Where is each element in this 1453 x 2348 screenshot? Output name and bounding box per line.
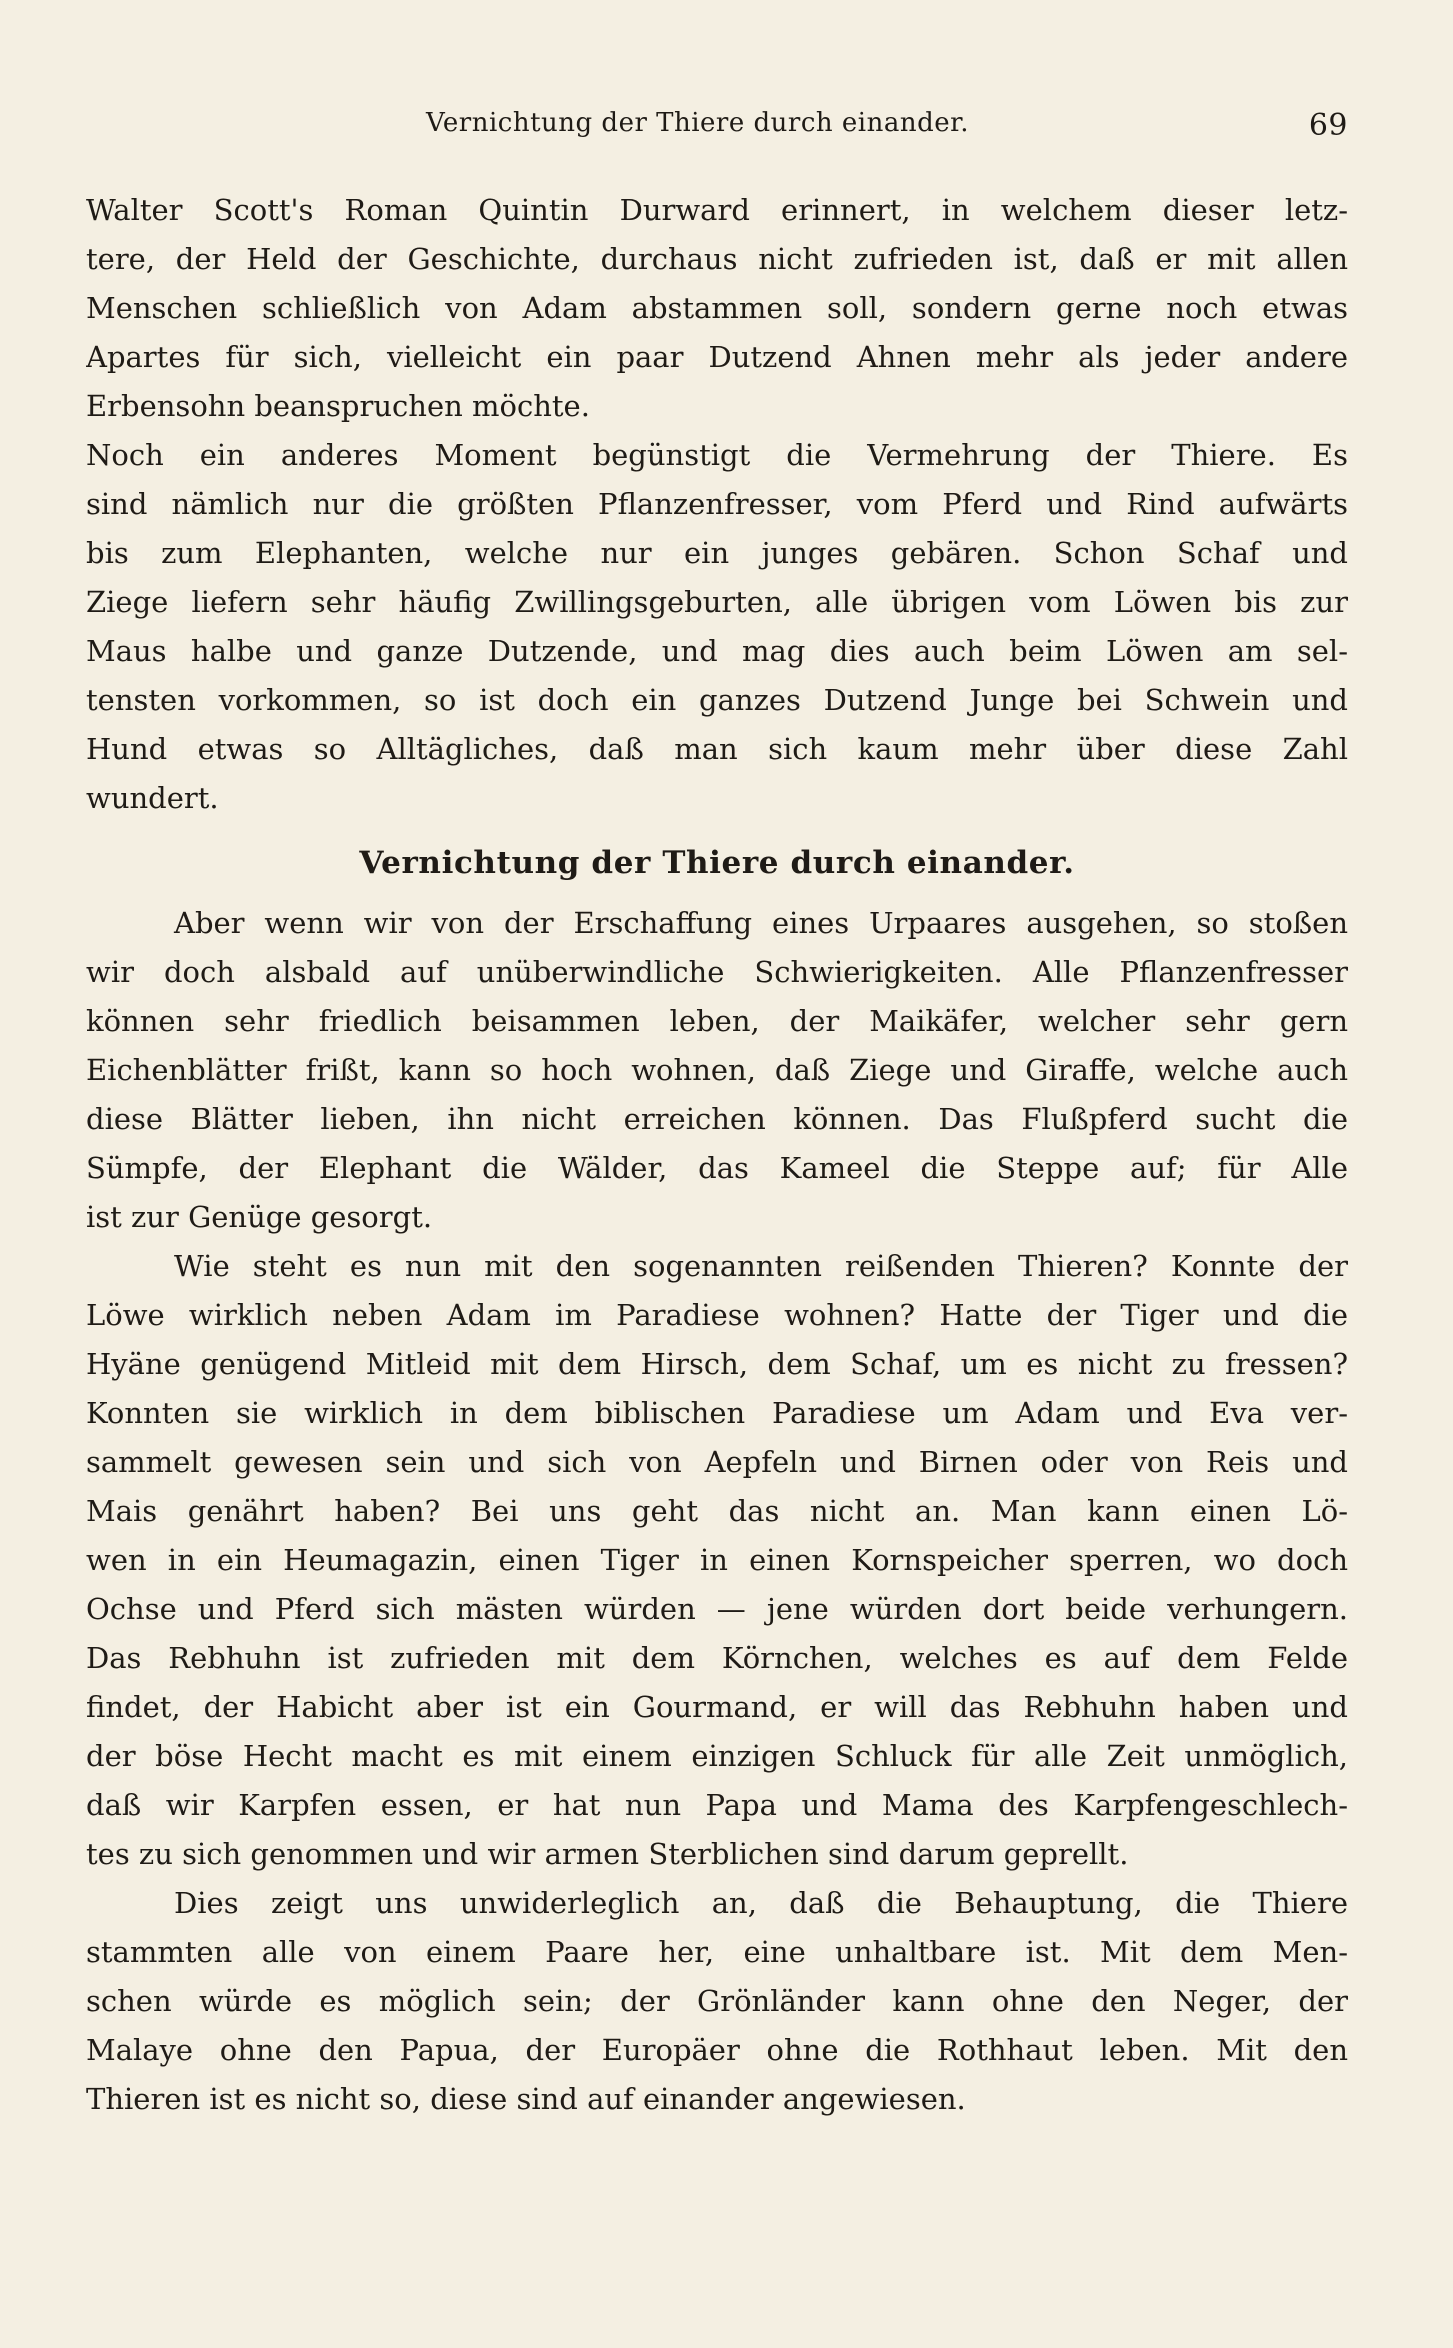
text-line: bis zum Elephanten, welche nur ein junges gebären. Schon Schaf und	[86, 536, 1348, 570]
body-text	[86, 186, 1348, 2124]
text-line: wen in ein Heumagazin, einen Tiger in einen Kornspeicher sperren, wo doch	[86, 1543, 1348, 1577]
text-line: sind nämlich nur die größten Pflanzenfresser, vom Pferd und Rind aufwärts	[86, 487, 1348, 521]
page-number: 69	[1308, 108, 1348, 143]
text-line: Erbensohn beanspruchen möchte.	[86, 389, 590, 423]
text-line: Löwe wirklich neben Adam im Paradiese wohnen? Hatte der Tiger und die	[86, 1298, 1348, 1332]
text-line: wir doch alsbald auf unüberwindliche Schwierigkeiten. Alle Pflanzenfresser	[86, 955, 1348, 989]
text-line: Malaye ohne den Papua, der Europäer ohne die Rothhaut leben. Mit den	[86, 2033, 1348, 2067]
text-line: ist zur Genüge gesorgt.	[86, 1200, 433, 1234]
text-line: schen würde es möglich sein; der Grönländer kann ohne den Neger, der	[86, 1984, 1348, 2018]
text-line: Hund etwas so Alltägliches, daß man sich kaum mehr über diese Zahl	[86, 732, 1348, 766]
paragraph-5	[86, 1879, 1348, 2124]
text-line: tere, der Held der Geschichte, durchaus nicht zufrieden ist, daß er mit allen	[86, 242, 1348, 276]
text-line: diese Blätter lieben, ihn nicht erreichen können. Das Flußpferd sucht die	[86, 1102, 1348, 1136]
text-line: Hyäne genügend Mitleid mit dem Hirsch, dem Schaf, um es nicht zu fressen?	[86, 1347, 1348, 1381]
paragraph-2	[86, 431, 1348, 823]
section-heading: Vernichtung der Thiere durch einander.	[359, 845, 1075, 881]
text-line: Menschen schließlich von Adam abstammen soll, sondern gerne noch etwas	[86, 291, 1348, 325]
text-line: Walter Scott's Roman Quintin Durward erinnert, in welchem dieser letz-	[86, 193, 1348, 227]
text-line: findet, der Habicht aber ist ein Gourmand, er will das Rebhuhn haben und	[86, 1690, 1348, 1724]
text-line: Ochse und Pferd sich mästen würden — jene würden dort beide verhungern.	[86, 1592, 1348, 1626]
text-line: Sümpfe, der Elephant die Wälder, das Kameel die Steppe auf; für Alle	[86, 1151, 1348, 1185]
text-line: Apartes für sich, vielleicht ein paar Dutzend Ahnen mehr als jeder andere	[86, 340, 1348, 374]
text-line: können sehr friedlich beisammen leben, der Maikäfer, welcher sehr gern	[86, 1004, 1348, 1038]
running-title: Vernichtung der Thiere durch einander.	[426, 108, 969, 138]
text-line: Noch ein anderes Moment begünstigt die Vermehrung der Thiere. Es	[86, 438, 1348, 472]
text-line: daß wir Karpfen essen, er hat nun Papa und Mama des Karpfengeschlech-	[86, 1788, 1348, 1822]
text-line: Mais genährt haben? Bei uns geht das nicht an. Man kann einen Lö-	[86, 1494, 1348, 1528]
text-line: sammelt gewesen sein und sich von Aepfeln und Birnen oder von Reis und	[86, 1445, 1348, 1479]
text-line: Dies zeigt uns unwiderleglich an, daß die Behauptung, die Thiere	[174, 1886, 1348, 1920]
text-line: Aber wenn wir von der Erschaffung eines Urpaares ausgehen, so stoßen	[174, 906, 1348, 940]
text-line: Eichenblätter frißt, kann so hoch wohnen, daß Ziege und Giraffe, welche auch	[86, 1053, 1348, 1087]
paragraph-3	[86, 899, 1348, 1242]
text-line: Das Rebhuhn ist zufrieden mit dem Körnchen, welches es auf dem Felde	[86, 1641, 1348, 1675]
text-line: Ziege liefern sehr häufig Zwillingsgeburten, alle übrigen vom Löwen bis zur	[86, 585, 1348, 619]
text-line: tensten vorkommen, so ist doch ein ganzes Dutzend Junge bei Schwein und	[86, 683, 1348, 717]
paragraph-4	[86, 1242, 1348, 1879]
text-line: tes zu sich genommen und wir armen Sterblichen sind darum geprellt.	[86, 1837, 1129, 1871]
text-line: Maus halbe und ganze Dutzende, und mag dies auch beim Löwen am sel-	[86, 634, 1348, 668]
text-line: Wie steht es nun mit den sogenannten reißenden Thieren? Konnte der	[174, 1249, 1348, 1283]
text-line: wundert.	[86, 781, 219, 815]
text-line: stammten alle von einem Paare her, eine unhaltbare ist. Mit dem Men-	[86, 1935, 1348, 1969]
text-line: Konnten sie wirklich in dem biblischen Paradiese um Adam und Eva ver-	[86, 1396, 1348, 1430]
text-line: Thieren ist es nicht so, diese sind auf einander angewiesen.	[86, 2082, 966, 2116]
running-head	[86, 108, 1348, 148]
paragraph-1	[86, 186, 1348, 431]
text-line: der böse Hecht macht es mit einem einzigen Schluck für alle Zeit unmöglich,	[86, 1739, 1348, 1773]
